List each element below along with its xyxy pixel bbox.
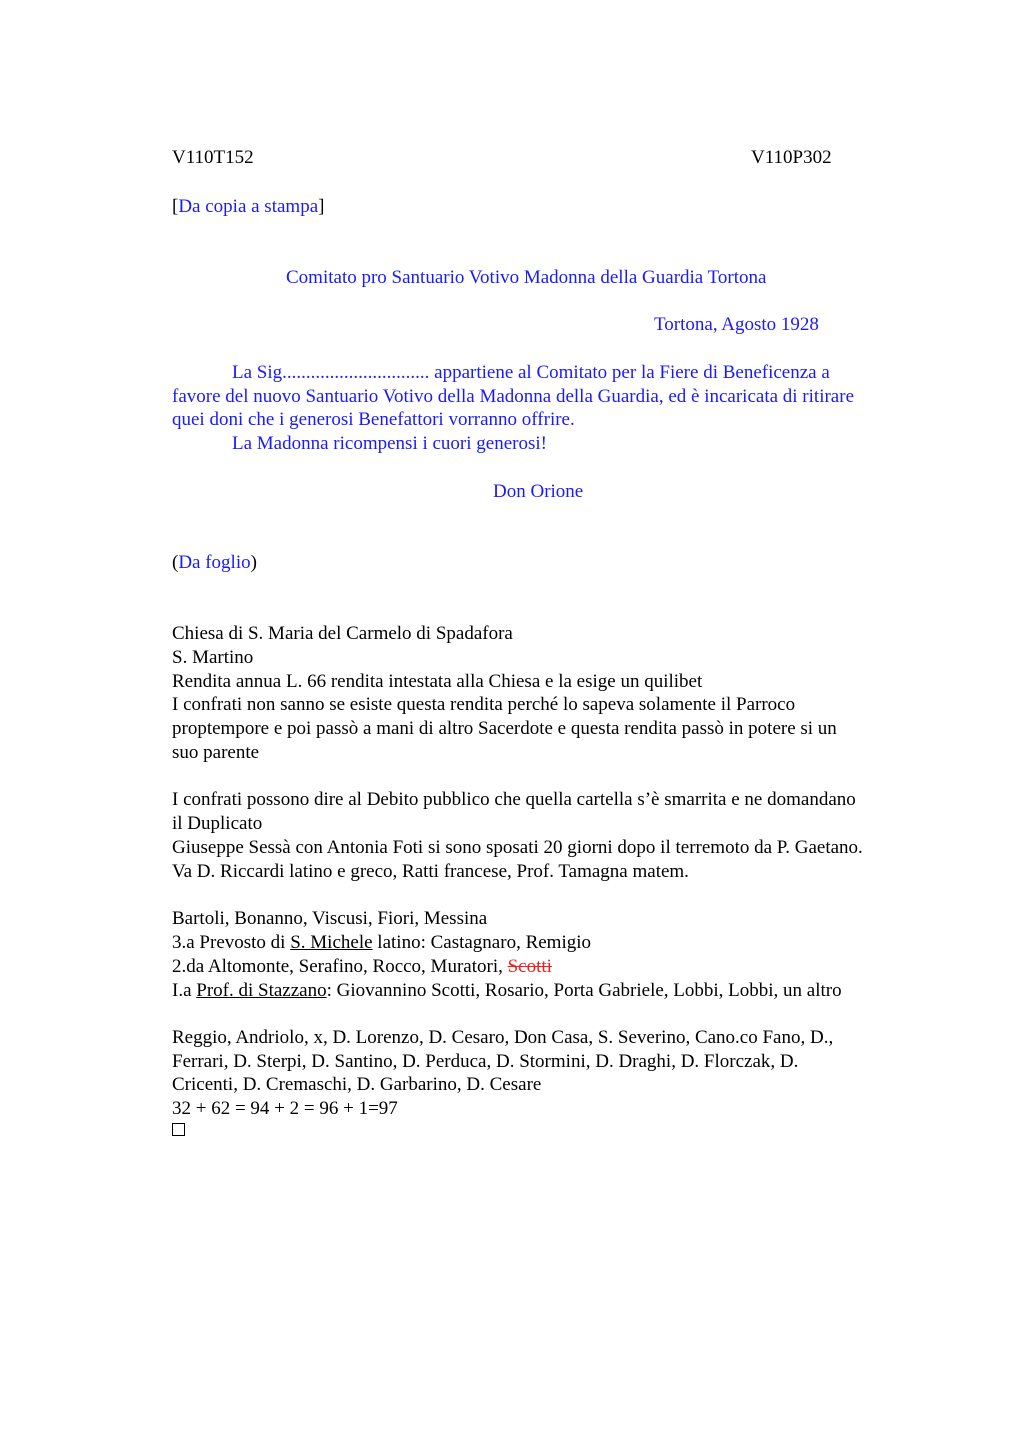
note-line: Reggio, Andriolo, x, D. Lorenzo, D. Cesaro, Don Casa, S. Severino, Cano.co Fano, D.,	[172, 1027, 834, 1048]
note-text: latino: Castagnaro, Remigio	[372, 932, 592, 953]
note-line: I confrati non sanno se esiste questa rendita perché lo sapeva solamente il Parroco	[172, 694, 796, 715]
letter-body-line: favore del nuovo Santuario Votivo della Madonna della Guardia, ed è incaricata di ritirare	[172, 386, 854, 407]
source-note-sheet-text: Da foglio	[178, 552, 251, 573]
letter-body-line: La Sig............................... appartiene al Comitato per la Fiere di Beneficenza a	[232, 362, 830, 383]
bracket-close: ]	[318, 196, 325, 217]
letter-title: Comitato pro Santuario Votivo Madonna della Guardia Tortona	[286, 267, 767, 288]
note-line: Giuseppe Sessà con Antonia Foti si sono sposati 20 giorni dopo il terremoto da P. Gaetano.	[172, 837, 863, 858]
underlined-text: S. Michele	[290, 932, 373, 953]
document-code-left: V110T152	[172, 147, 254, 168]
note-line	[172, 955, 552, 979]
note-line	[172, 979, 842, 1003]
document-code-right: V110P302	[751, 147, 832, 168]
end-box-icon	[172, 1123, 185, 1136]
source-note-print-text: Da copia a stampa	[178, 196, 319, 217]
note-line: suo parente	[172, 742, 260, 763]
letter-body-line: quei doni che i generosi Benefattori vorranno offrire.	[172, 409, 575, 430]
note-text: 3.a Prevosto di	[172, 932, 291, 953]
paren-open: (	[172, 552, 179, 573]
letter-place-date: Tortona, Agosto 1928	[654, 314, 819, 335]
source-note-sheet	[172, 551, 257, 575]
note-text: : Giovannino Scotti, Rosario, Porta Gabriele, Lobbi, Lobbi, un altro	[326, 980, 842, 1001]
letter-body-line: La Madonna ricompensi i cuori generosi!	[232, 433, 547, 454]
note-line	[172, 931, 591, 955]
note-text: 2.da Altomonte, Serafino, Rocco, Muratori,	[172, 956, 508, 977]
note-line: proptempore e poi passò a mani di altro Sacerdote e questa rendita passò in potere si un	[172, 718, 837, 739]
letter-signature: Don Orione	[493, 481, 584, 502]
note-line: 32 + 62 = 94 + 2 = 96 + 1=97	[172, 1098, 398, 1119]
note-line: Ferrari, D. Sterpi, D. Santino, D. Perduca, D. Stormini, D. Draghi, D. Florczak, D.	[172, 1051, 799, 1072]
note-line: Va D. Riccardi latino e greco, Ratti francese, Prof. Tamagna matem.	[172, 861, 689, 882]
note-line: I confrati possono dire al Debito pubblico che quella cartella s’è smarrita e ne domandano	[172, 789, 856, 810]
note-line: Chiesa di S. Maria del Carmelo di Spadafora	[172, 623, 513, 644]
note-line: Rendita annua L. 66 rendita intestata alla Chiesa e la esige un quilibet	[172, 671, 703, 692]
note-line: S. Martino	[172, 647, 254, 668]
note-line: il Duplicato	[172, 813, 263, 834]
note-line: Bartoli, Bonanno, Viscusi, Fiori, Messina	[172, 908, 488, 929]
struck-text: Scotti	[507, 956, 552, 977]
note-line: Cricenti, D. Cremaschi, D. Garbarino, D. Cesare	[172, 1074, 542, 1095]
paren-close: )	[250, 552, 257, 573]
note-text: I.a	[172, 980, 197, 1001]
bracket-open: [	[172, 196, 179, 217]
underlined-text: Prof. di Stazzano	[196, 980, 327, 1001]
source-note-print	[172, 195, 324, 219]
